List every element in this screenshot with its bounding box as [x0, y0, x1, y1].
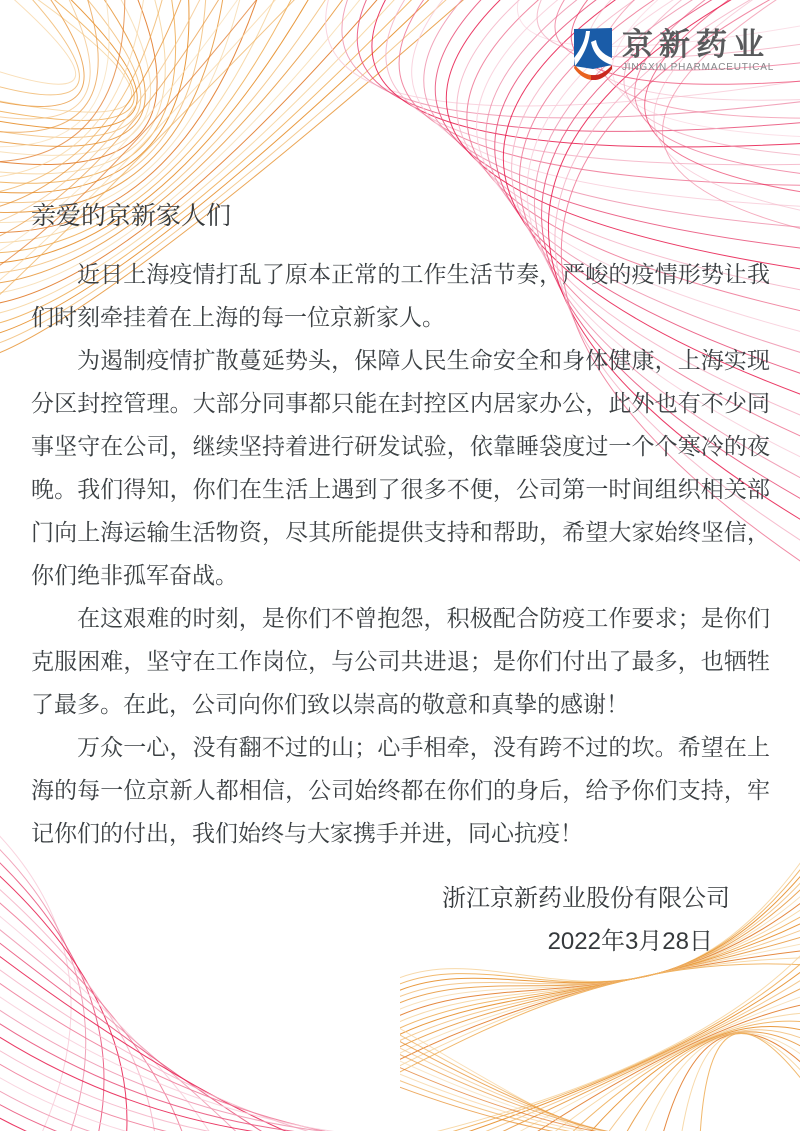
letter-signature: 浙江京新药业股份有限公司	[442, 885, 730, 912]
logo-text	[622, 28, 774, 74]
letter-body	[31, 253, 770, 855]
signature-block	[31, 877, 770, 963]
logo-company-subtitle: JINGXIN PHARMACEUTICAL	[622, 62, 775, 73]
logo-company-name: 京新药业	[622, 27, 770, 62]
letter-paragraph-4: 万众一心，没有翻不过的山；心手相牵，没有跨不过的坎。希望在上海的每一位京新人都相信，公司始终都在你们的身后，给予你们支持，牢记你们的付出，我们始终与大家携手并进，同心抗疫！	[31, 734, 770, 846]
company-logo	[573, 28, 774, 80]
letter-date: 2022年3月28日	[547, 928, 713, 955]
jingxin-logo-icon	[573, 28, 613, 80]
letter-paragraph-3: 在这艰难的时刻，是你们不曾抱怨，积极配合防疫工作要求；是你们克服困难，坚守在工作岗位，与公司共进退；是你们付出了最多，也牺牲了最多。在此，公司向你们致以崇高的敬意和真挚的感谢！	[31, 605, 770, 717]
letter-salutation: 亲爱的京新家人们	[31, 202, 232, 230]
letter-paragraph-1: 近日上海疫情打乱了原本正常的工作生活节奏，严峻的疫情形势让我们时刻牵挂着在上海的每一位京新家人。	[31, 261, 770, 330]
letter-content	[0, 196, 800, 963]
letter-paragraph-2: 为遏制疫情扩散蔓延势头，保障人民生命安全和身体健康，上海实现分区封控管理。大部分同事都只能在封控区内居家办公，此外也有不少同事坚守在公司，继续坚持着进行研发试验，依靠睡袋度过一个个寒冷的夜晚。我们得知，你们在生活上遇到了很多不便，公司第一时间组织相关部门向上海运输生活物资，尽其所能提供支持和帮助，希望大家始终坚信，你们绝非孤军奋战。	[31, 347, 770, 588]
